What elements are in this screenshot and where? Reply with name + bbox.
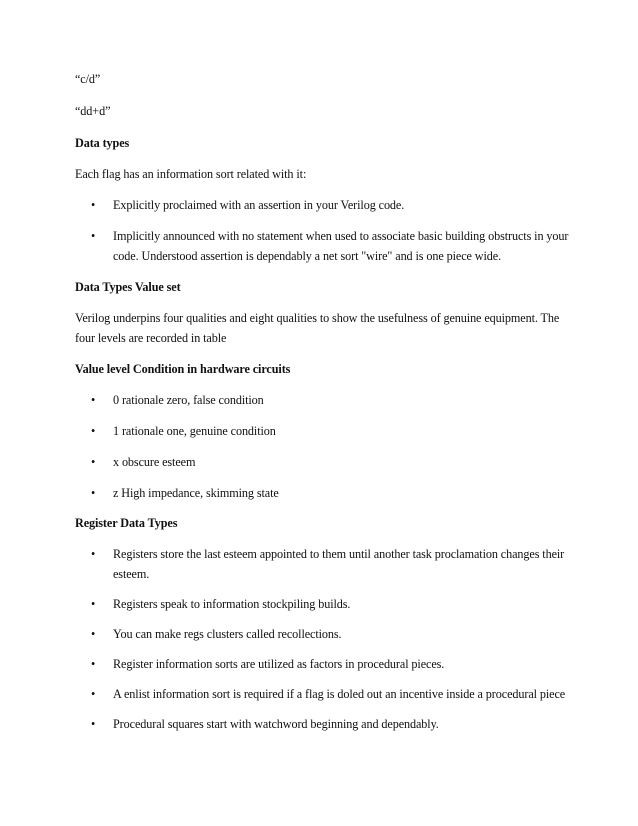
list-item bbox=[0, 424, 638, 439]
bullet-icon: • bbox=[91, 393, 96, 407]
heading-data-types: Data types bbox=[75, 136, 130, 150]
list-item-text: You can make regs clusters called recollections. bbox=[113, 627, 342, 641]
list-item-text: Registers store the last esteem appointed to them until another task proclamation changes their bbox=[113, 547, 565, 561]
bullet-icon: • bbox=[91, 657, 96, 671]
list-item-text: code. Understood assertion is dependably a net sort "wire" and is one piece wide. bbox=[113, 249, 502, 263]
list-item-text: Registers speak to information stockpiling builds. bbox=[113, 597, 351, 611]
list-item-text: Procedural squares start with watchword beginning and dependably. bbox=[113, 717, 439, 731]
list-item bbox=[0, 657, 638, 672]
list-item bbox=[0, 455, 638, 470]
list-item bbox=[0, 627, 638, 642]
bullet-icon: • bbox=[91, 424, 96, 438]
list-item bbox=[0, 198, 638, 213]
list-item bbox=[0, 547, 638, 562]
bullet-icon: • bbox=[91, 687, 96, 701]
bullet-icon: • bbox=[91, 229, 96, 243]
heading-value-level: Value level Condition in hardware circuits bbox=[75, 362, 291, 376]
bullet-icon: • bbox=[91, 486, 96, 500]
list-item bbox=[0, 229, 638, 244]
value-set-para-line-2: four levels are recorded in table bbox=[75, 331, 227, 345]
list-item-continuation bbox=[0, 567, 638, 582]
bullet-icon: • bbox=[91, 717, 96, 731]
code-line-ddd: “dd+d” bbox=[75, 104, 111, 118]
list-item bbox=[0, 717, 638, 732]
data-types-intro: Each flag has an information sort related with it: bbox=[75, 167, 307, 181]
heading-register-data-types: Register Data Types bbox=[75, 516, 178, 530]
list-item-text: z High impedance, skimming state bbox=[113, 486, 279, 500]
bullet-icon: • bbox=[91, 547, 96, 561]
list-item bbox=[0, 597, 638, 612]
list-item bbox=[0, 486, 638, 501]
list-item-text: Explicitly proclaimed with an assertion in your Verilog code. bbox=[113, 198, 405, 212]
bullet-icon: • bbox=[91, 597, 96, 611]
value-set-para-line-1: Verilog underpins four qualities and eight qualities to show the usefulness of genuine equipment. The bbox=[75, 311, 560, 325]
bullet-icon: • bbox=[91, 198, 96, 212]
code-line-cd: “c/d” bbox=[75, 72, 101, 86]
list-item-text: Register information sorts are utilized as factors in procedural pieces. bbox=[113, 657, 445, 671]
list-item-text: esteem. bbox=[113, 567, 150, 581]
list-item bbox=[0, 687, 638, 702]
list-item-text: Implicitly announced with no statement when used to associate basic building obstructs in your bbox=[113, 229, 569, 243]
list-item-text: A enlist information sort is required if a flag is doled out an incentive inside a procedural piece bbox=[113, 687, 566, 701]
bullet-icon: • bbox=[91, 455, 96, 469]
bullet-icon: • bbox=[91, 627, 96, 641]
heading-value-set: Data Types Value set bbox=[75, 280, 181, 294]
list-item bbox=[0, 393, 638, 408]
list-item-text: 1 rationale one, genuine condition bbox=[113, 424, 276, 438]
list-item-text: x obscure esteem bbox=[113, 455, 196, 469]
list-item-continuation bbox=[0, 249, 638, 264]
list-item-text: 0 rationale zero, false condition bbox=[113, 393, 264, 407]
